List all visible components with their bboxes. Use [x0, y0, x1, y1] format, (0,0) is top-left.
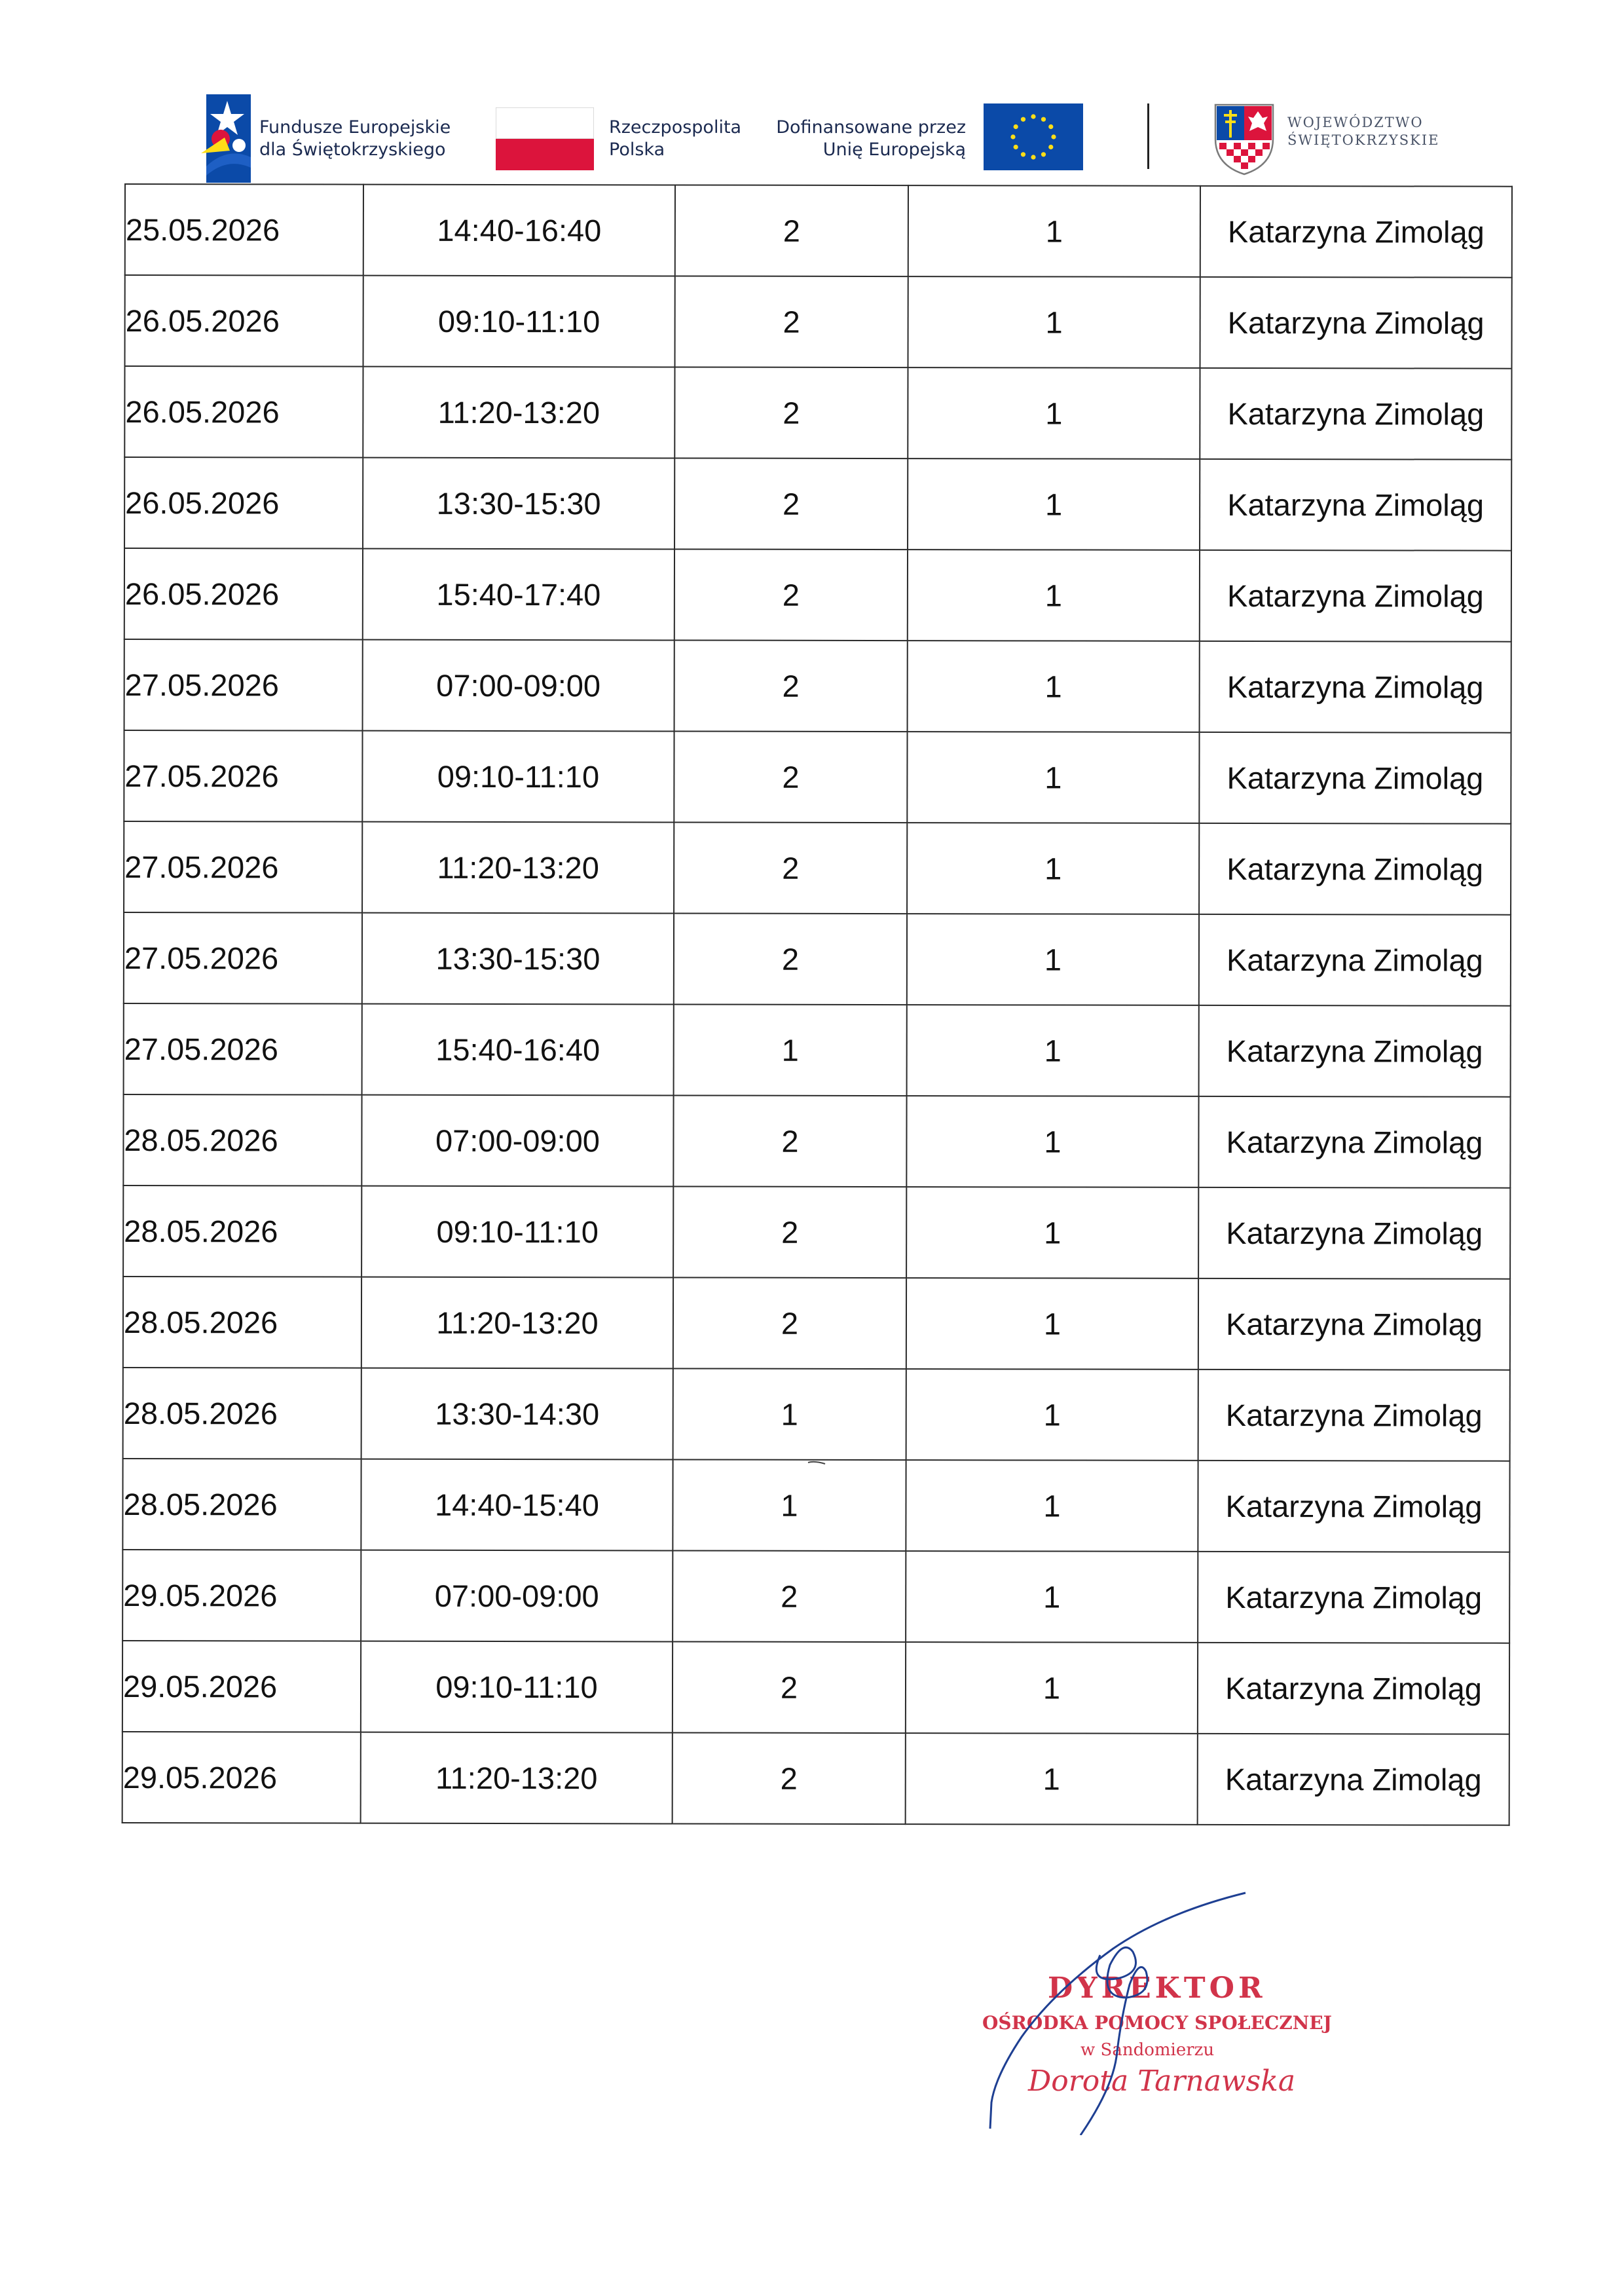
- group-cell: 1: [906, 1369, 1198, 1461]
- hours-cell: 2: [673, 1186, 906, 1278]
- trainer-cell: Katarzyna Zimoląg: [1200, 459, 1511, 551]
- hours-cell: 2: [674, 731, 907, 823]
- hours-cell: 2: [674, 367, 908, 458]
- date-cell: 27.05.2026: [124, 912, 362, 1004]
- trainer-cell: Katarzyna Zimoląg: [1198, 1370, 1510, 1461]
- table-row: [125, 275, 1512, 369]
- group-cell: 1: [908, 185, 1200, 277]
- time-cell: 14:40-15:40: [361, 1459, 673, 1551]
- group-cell: 1: [908, 458, 1200, 550]
- eu-flag-icon: [984, 103, 1083, 170]
- trainer-cell: Katarzyna Zimoląg: [1200, 550, 1511, 642]
- time-cell: 13:30-15:30: [363, 458, 674, 550]
- time-cell: 09:10-11:10: [361, 1186, 673, 1278]
- group-cell: 1: [907, 1005, 1199, 1096]
- unia-logo-text: [753, 117, 966, 161]
- stamp-name: Dorota Tarnawska: [1028, 2064, 1296, 2098]
- trainer-cell: Katarzyna Zimoląg: [1198, 1461, 1509, 1552]
- hours-cell: 2: [673, 1641, 906, 1733]
- date-cell: 29.05.2026: [122, 1641, 361, 1732]
- date-cell: 29.05.2026: [122, 1732, 361, 1823]
- time-cell: 09:10-11:10: [363, 276, 675, 367]
- trainer-cell: Katarzyna Zimoląg: [1198, 1096, 1510, 1188]
- group-cell: 1: [907, 823, 1199, 914]
- table-row: [124, 730, 1511, 824]
- scan-mark: [807, 1459, 826, 1466]
- trainer-cell: Katarzyna Zimoląg: [1198, 1187, 1510, 1279]
- polish-flag-icon: [496, 107, 594, 170]
- time-cell: 07:00-09:00: [363, 640, 674, 732]
- date-cell: 26.05.2026: [125, 275, 363, 367]
- time-cell: 09:10-11:10: [361, 1641, 673, 1733]
- group-cell: 1: [908, 276, 1200, 368]
- trainer-cell: Katarzyna Zimoląg: [1200, 368, 1511, 460]
- rzeczpospolita-line2: Polska: [609, 140, 665, 160]
- fundusze-line2: dla Świętokrzyskiego: [259, 140, 446, 160]
- group-cell: 1: [907, 732, 1199, 823]
- table-row: [122, 1641, 1509, 1734]
- time-cell: 15:40-17:40: [363, 549, 674, 641]
- stamp-title: DYREKTOR: [1048, 1971, 1266, 2005]
- date-cell: 28.05.2026: [122, 1459, 361, 1550]
- group-cell: 1: [906, 1733, 1198, 1825]
- hours-cell: 2: [673, 1550, 906, 1642]
- trainer-cell: Katarzyna Zimoląg: [1198, 1643, 1509, 1734]
- hours-cell: 2: [673, 1095, 906, 1187]
- hours-cell: 2: [674, 458, 908, 550]
- hours-cell: 2: [673, 1277, 906, 1369]
- table-row: [125, 184, 1512, 278]
- date-cell: 29.05.2026: [122, 1550, 361, 1641]
- table-row: [124, 366, 1511, 460]
- unia-line2: Unię Europejską: [822, 140, 966, 160]
- stamp-organization: OŚRODKA POMOCY SPOŁECZNEJ: [982, 2012, 1332, 2034]
- date-cell: 28.05.2026: [123, 1185, 361, 1277]
- time-cell: 14:40-16:40: [363, 185, 675, 276]
- time-cell: 11:20-13:20: [361, 1732, 673, 1824]
- trainer-cell: Katarzyna Zimoląg: [1198, 1552, 1509, 1643]
- date-cell: 27.05.2026: [124, 730, 362, 822]
- hours-cell: 2: [674, 640, 908, 732]
- table-row: [123, 1368, 1510, 1461]
- group-cell: 1: [908, 641, 1200, 732]
- schedule-table: [122, 183, 1513, 1826]
- table-row: [122, 1459, 1509, 1552]
- date-cell: 25.05.2026: [125, 184, 363, 276]
- date-cell: 27.05.2026: [124, 821, 362, 913]
- table-row: [124, 457, 1511, 551]
- date-cell: 28.05.2026: [123, 1094, 361, 1186]
- date-cell: 26.05.2026: [124, 457, 363, 549]
- date-cell: 27.05.2026: [124, 1003, 362, 1095]
- group-cell: 1: [906, 1187, 1198, 1278]
- table-row: [124, 912, 1511, 1006]
- time-cell: 09:10-11:10: [362, 731, 674, 823]
- time-cell: 07:00-09:00: [361, 1550, 673, 1642]
- group-cell: 1: [907, 914, 1199, 1005]
- hours-cell: 2: [674, 822, 907, 914]
- date-cell: 27.05.2026: [124, 639, 363, 731]
- date-cell: 26.05.2026: [124, 548, 363, 640]
- trainer-cell: Katarzyna Zimoląg: [1200, 277, 1512, 369]
- logo-separator: [1147, 103, 1149, 169]
- hours-cell: 1: [673, 1368, 906, 1460]
- hours-cell: 1: [674, 1004, 907, 1096]
- trainer-cell: Katarzyna Zimoląg: [1199, 914, 1511, 1006]
- time-cell: 13:30-14:30: [361, 1368, 673, 1460]
- trainer-cell: Katarzyna Zimoląg: [1200, 186, 1512, 278]
- handwritten-signature: [969, 1886, 1283, 2135]
- time-cell: 11:20-13:20: [362, 822, 674, 914]
- date-cell: 28.05.2026: [123, 1277, 361, 1368]
- time-cell: 07:00-09:00: [361, 1095, 673, 1187]
- wojewodztwo-crest-icon: [1213, 102, 1276, 176]
- trainer-cell: Katarzyna Zimoląg: [1198, 1278, 1510, 1370]
- logo-bar: [0, 85, 1624, 183]
- group-cell: 1: [906, 1278, 1198, 1370]
- fundusze-europejskie-logo-icon: [201, 94, 253, 183]
- group-cell: 1: [908, 367, 1200, 459]
- table-row: [122, 1732, 1509, 1825]
- date-cell: 28.05.2026: [123, 1368, 361, 1459]
- time-cell: 15:40-16:40: [362, 1004, 674, 1096]
- table-row: [122, 1550, 1509, 1643]
- wojewodztwo-line2: ŚWIĘTOKRZYSKIE: [1287, 132, 1440, 148]
- fundusze-logo-text: [259, 117, 451, 161]
- time-cell: 11:20-13:20: [363, 367, 674, 458]
- date-cell: 26.05.2026: [124, 366, 363, 458]
- table-row: [124, 639, 1511, 733]
- hours-cell: 2: [675, 276, 908, 367]
- hours-cell: 2: [674, 549, 908, 641]
- group-cell: 1: [906, 1642, 1198, 1734]
- time-cell: 13:30-15:30: [362, 913, 674, 1005]
- rzeczpospolita-logo-text: [609, 117, 741, 161]
- hours-cell: 2: [674, 913, 907, 1005]
- table-row: [123, 1185, 1510, 1279]
- hours-cell: 2: [675, 185, 908, 276]
- wojewodztwo-logo-text: [1287, 114, 1439, 149]
- group-cell: 1: [906, 1096, 1198, 1187]
- trainer-cell: Katarzyna Zimoląg: [1199, 1005, 1511, 1097]
- hours-cell: 1: [673, 1459, 906, 1551]
- time-cell: 11:20-13:20: [361, 1277, 673, 1369]
- table-row: [124, 1003, 1511, 1097]
- trainer-cell: Katarzyna Zimoląg: [1199, 732, 1511, 824]
- table-row: [123, 1094, 1510, 1188]
- trainer-cell: Katarzyna Zimoląg: [1200, 641, 1511, 733]
- table-row: [124, 548, 1511, 642]
- unia-line1: Dofinansowane przez: [776, 117, 966, 138]
- fundusze-line1: Fundusze Europejskie: [259, 117, 451, 138]
- rzeczpospolita-line1: Rzeczpospolita: [609, 117, 742, 138]
- group-cell: 1: [908, 550, 1200, 641]
- trainer-cell: Katarzyna Zimoląg: [1198, 1734, 1509, 1825]
- trainer-cell: Katarzyna Zimoląg: [1199, 823, 1511, 915]
- group-cell: 1: [906, 1460, 1198, 1552]
- stamp-place: w Sandomierzu: [1080, 2040, 1215, 2060]
- table-row: [123, 1277, 1510, 1370]
- table-row: [124, 821, 1511, 915]
- wojewodztwo-line1: WOJEWÓDZTWO: [1287, 115, 1424, 130]
- group-cell: 1: [906, 1551, 1198, 1643]
- schedule-table-body: [122, 184, 1512, 1825]
- hours-cell: 2: [673, 1732, 906, 1824]
